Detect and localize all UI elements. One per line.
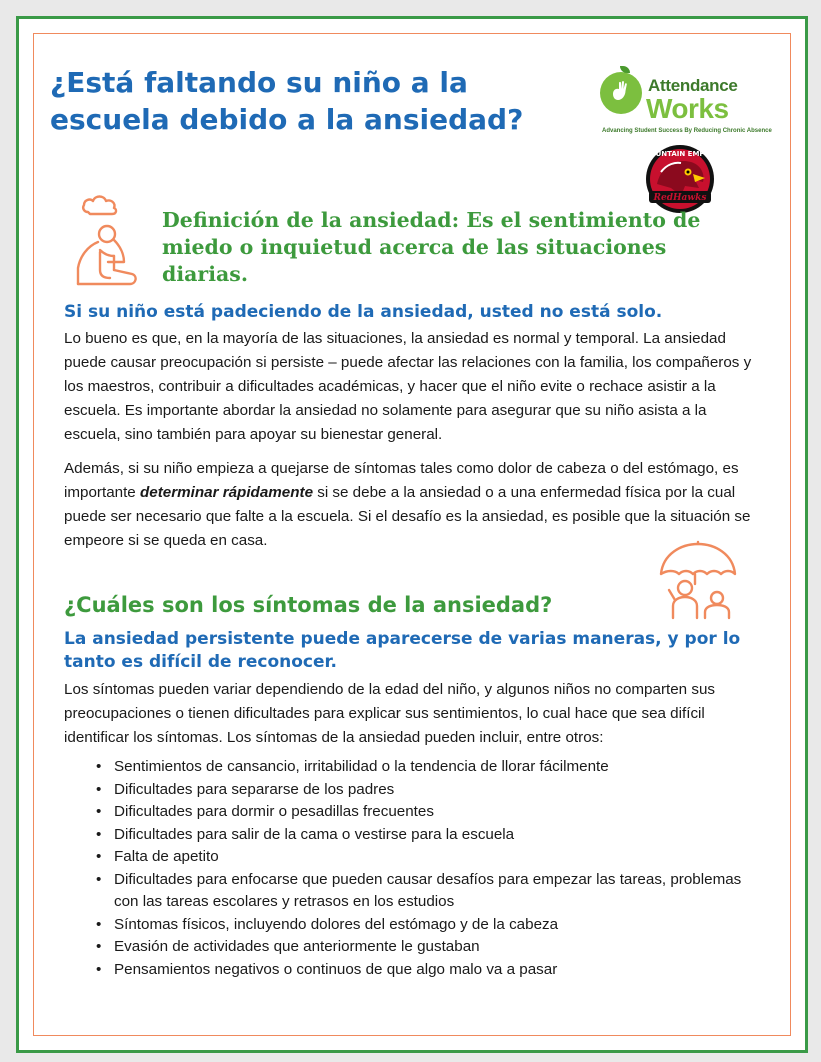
symptoms-list: [94, 756, 754, 981]
list-item: • Dificultades para separarse de los padres: [94, 779, 754, 802]
umbrella-family-icon: [655, 540, 741, 620]
emphasis-text: determinar rápidamente: [139, 484, 314, 501]
hand-icon: [609, 80, 633, 104]
paragraph-text-after: si se debe a la ansiedad o a una enfermedad física por la cual puede ser necesario que falte a la escuela. Si el desafío es la ansiedad, es posible que la situación se empeore si se queda en casa.: [64, 484, 751, 549]
logo-bottom-text: RedHawks: [653, 193, 707, 203]
mountain-empire-redhawks-logo: [641, 144, 719, 214]
person-thinking-icon: [70, 190, 148, 290]
logo-top-text: MOUNTAIN EMPIRE: [642, 150, 718, 158]
symptoms-heading: ¿Cuáles son los síntomas de la ansiedad?: [64, 593, 553, 617]
list-item: • Síntomas físicos, incluyendo dolores del estómago y de la cabeza: [94, 914, 754, 937]
page-title: ¿Está faltando su niño a la escuela debido a la ansiedad?: [50, 66, 524, 136]
definition-heading: Definición de la ansiedad: Es el sentimiento de miedo o inquietud acerca de las situaciones diarias.: [162, 208, 701, 286]
list-item: • Pensamientos negativos o continuos de que algo malo va a pasar: [94, 959, 754, 982]
paragraph-symptoms-intro: Los síntomas pueden variar dependiendo de la edad del niño, y algunos niños no comparten sus preocupaciones o tienen dificultades para explicar sus sentimientos, lo cual hace que sea difícil identificar los síntomas. Los síntomas de la ansiedad pueden incluir, entre otros:: [64, 681, 715, 746]
list-item: • Falta de apetito: [94, 846, 754, 869]
paragraph-physical-symptoms: [64, 457, 764, 553]
list-item: • Sentimientos de cansancio, irritabilidad o la tendencia de llorar fácilmente: [94, 756, 754, 779]
paragraph-text-before: Además, si su niño empieza a quejarse de síntomas tales como dolor de cabeza o del estómago, es importante: [64, 460, 739, 501]
list-item: • Dificultades para salir de la cama o vestirse para la escuela: [94, 824, 754, 847]
list-item: • Dificultades para dormir o pesadillas frecuentes: [94, 801, 754, 824]
intro-subheading: Si su niño está padeciendo de la ansiedad, usted no está solo.: [64, 302, 663, 322]
attendance-works-logo: [600, 66, 772, 140]
logo-tagline: Advancing Student Success By Reducing Chronic Absence: [602, 128, 772, 134]
list-item: • Dificultades para enfocarse que pueden causar desafíos para empezar las tareas, problemas con las tareas escolares y retrasos en los estudios: [94, 869, 754, 914]
logo-text-works: Works: [646, 93, 729, 124]
paragraph-intro: Lo bueno es que, en la mayoría de las situaciones, la ansiedad es normal y temporal. La ansiedad puede causar preocupación si persiste – puede afectar las relaciones con la familia, los compañeros y los maestros, contribuir a dificultades académicas, y hacer que el niño evite o rechace asistir a la escuela. Es importante abordar la ansiedad no solamente para asegurar que su niño asista a la escuela, sino también para apoyar su bienestar general.: [64, 330, 752, 443]
list-item: • Evasión de actividades que anteriormente le gustaban: [94, 936, 754, 959]
logo-text-attendance: Attendance: [648, 76, 738, 95]
symptoms-subheading: La ansiedad persistente puede aparecerse de varias maneras, y por lo tanto es difícil de reconocer.: [64, 629, 741, 672]
